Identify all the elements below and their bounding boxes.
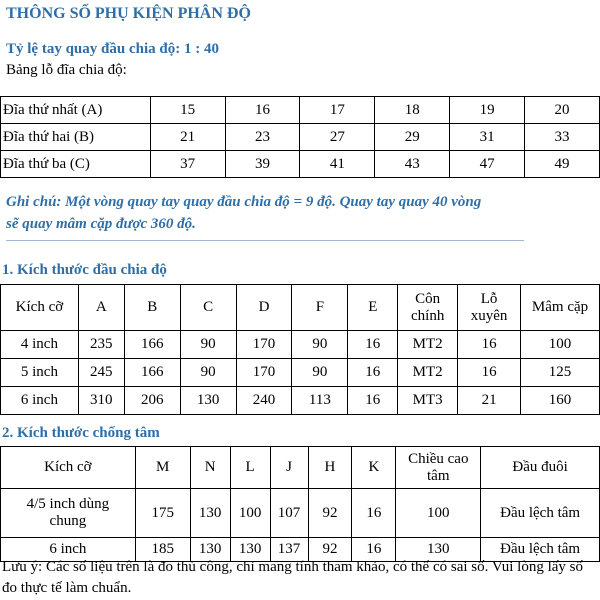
table-cell: MT3	[398, 387, 458, 415]
table-cell: 185	[135, 538, 190, 562]
table-cell: 29	[375, 124, 450, 151]
table-cell: 113	[292, 387, 348, 415]
table-cell: A	[78, 285, 124, 331]
table-row	[1, 359, 600, 387]
ratio-heading: Tỷ lệ tay quay đầu chia độ: 1 : 40	[6, 41, 219, 57]
table-cell: 15	[150, 97, 225, 124]
table-cell: 310	[78, 387, 124, 415]
table-cell: MT2	[398, 331, 458, 359]
table-cell: 92	[308, 538, 352, 562]
table-cell: 90	[292, 331, 348, 359]
table-cell: 16	[348, 387, 398, 415]
table-cell: 16	[352, 489, 396, 538]
table-cell: 206	[124, 387, 180, 415]
disk-hole-table	[0, 96, 600, 178]
table-cell: 130	[180, 387, 236, 415]
table-cell: Côn chính	[398, 285, 458, 331]
table-cell: 100	[521, 331, 600, 359]
table-cell: 19	[450, 97, 525, 124]
tailstock-size-table	[0, 446, 600, 562]
table-cell: Mâm cặp	[521, 285, 600, 331]
table-cell: 37	[150, 151, 225, 178]
table-row	[1, 151, 600, 178]
table-cell: 20	[525, 97, 600, 124]
table-cell: 16	[225, 97, 300, 124]
table-cell: 90	[292, 359, 348, 387]
table-cell: 49	[525, 151, 600, 178]
disk-table-body	[1, 97, 600, 178]
table-cell: D	[236, 285, 292, 331]
disk-table-caption: Bảng lỗ đĩa chia độ:	[6, 62, 127, 78]
table-cell: Đĩa thứ ba (C)	[1, 151, 151, 178]
table-cell: Đĩa thứ hai (B)	[1, 124, 151, 151]
table-row	[1, 331, 600, 359]
table-cell: 166	[124, 331, 180, 359]
table-cell: 90	[180, 331, 236, 359]
table-cell: 21	[458, 387, 521, 415]
table-cell: N	[190, 447, 230, 489]
table-cell: 175	[135, 489, 190, 538]
table-cell: 100	[230, 489, 270, 538]
note	[6, 191, 596, 235]
table-cell: B	[124, 285, 180, 331]
table-cell: 31	[450, 124, 525, 151]
table-cell: 125	[521, 359, 600, 387]
table-cell: 21	[150, 124, 225, 151]
table-cell: H	[308, 447, 352, 489]
table-cell: Chiều cao tâm	[396, 447, 481, 489]
table-cell: 16	[348, 331, 398, 359]
table-cell: 39	[225, 151, 300, 178]
table-cell: L	[230, 447, 270, 489]
table-cell: 240	[236, 387, 292, 415]
table-cell: 6 inch	[1, 538, 136, 562]
table-cell: F	[292, 285, 348, 331]
footnote: Lưu ý: Các số liệu trên là đo thủ công, chỉ mang tính tham khảo, có thể có sai số. Vui lòng lấy số đo thực tế làm chuẩn.	[2, 559, 584, 596]
table-cell: Đĩa thứ nhất (A)	[1, 97, 151, 124]
table-cell: 92	[308, 489, 352, 538]
table-cell: 5 inch	[1, 359, 79, 387]
table-cell: Đầu lệch tâm	[481, 538, 600, 562]
note-line-2: sẽ quay mâm cặp được 360 độ.	[6, 216, 196, 232]
head-table-body	[1, 285, 600, 415]
table-row	[1, 124, 600, 151]
table-row	[1, 489, 600, 538]
section-heading-head-size: 1. Kích thước đầu chia độ	[2, 262, 167, 278]
table-cell: J	[270, 447, 308, 489]
table-cell: M	[135, 447, 190, 489]
table-cell: 16	[348, 359, 398, 387]
table-cell: 130	[190, 538, 230, 562]
table-cell: Lỗ xuyên	[458, 285, 521, 331]
table-cell: 130	[190, 489, 230, 538]
table-cell: 137	[270, 538, 308, 562]
table-cell: 4 inch	[1, 331, 79, 359]
note-divider	[6, 240, 524, 241]
table-cell: Kích cỡ	[1, 447, 136, 489]
table-cell: 107	[270, 489, 308, 538]
section-heading-tailstock: 2. Kích thước chống tâm	[2, 425, 160, 441]
table-cell: Đầu lệch tâm	[481, 489, 600, 538]
table-cell: 4/5 inch dùng chung	[1, 489, 136, 538]
table-header-row	[1, 285, 600, 331]
table-cell: 130	[396, 538, 481, 562]
table-cell: C	[180, 285, 236, 331]
table-cell: E	[348, 285, 398, 331]
table-cell: 41	[300, 151, 375, 178]
table-cell: 160	[521, 387, 600, 415]
table-cell: 130	[230, 538, 270, 562]
table-cell: 18	[375, 97, 450, 124]
table-cell: 27	[300, 124, 375, 151]
table-cell: Đầu đuôi	[481, 447, 600, 489]
table-cell: 16	[458, 331, 521, 359]
table-cell: MT2	[398, 359, 458, 387]
head-size-table	[0, 284, 600, 415]
table-cell: 43	[375, 151, 450, 178]
table-cell: 170	[236, 331, 292, 359]
tailstock-table-body	[1, 447, 600, 562]
table-cell: 235	[78, 331, 124, 359]
table-row	[1, 387, 600, 415]
table-cell: 33	[525, 124, 600, 151]
table-cell: 90	[180, 359, 236, 387]
table-cell: Kích cỡ	[1, 285, 79, 331]
table-cell: 6 inch	[1, 387, 79, 415]
table-header-row	[1, 447, 600, 489]
table-cell: 166	[124, 359, 180, 387]
table-cell: 16	[458, 359, 521, 387]
table-cell: 16	[352, 538, 396, 562]
table-cell: 17	[300, 97, 375, 124]
table-cell: 100	[396, 489, 481, 538]
table-row	[1, 97, 600, 124]
table-cell: K	[352, 447, 396, 489]
page-title: THÔNG SỐ PHỤ KIỆN PHÂN ĐỘ	[6, 5, 251, 22]
table-cell: 23	[225, 124, 300, 151]
table-cell: 170	[236, 359, 292, 387]
table-cell: 245	[78, 359, 124, 387]
table-cell: 47	[450, 151, 525, 178]
note-line-1: Ghi chú: Một vòng quay tay quay đầu chia độ = 9 độ. Quay tay quay 40 vòng	[6, 194, 482, 210]
